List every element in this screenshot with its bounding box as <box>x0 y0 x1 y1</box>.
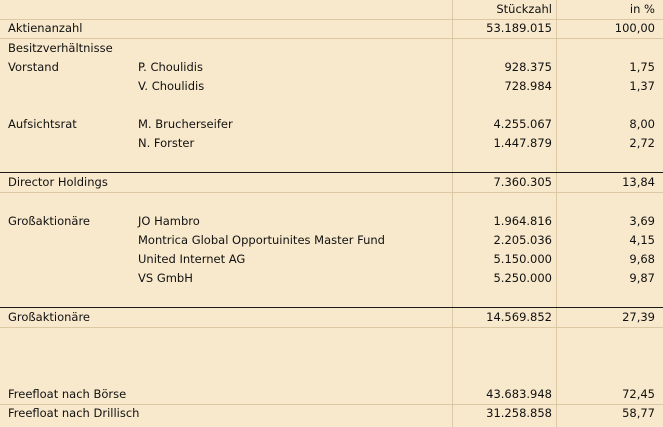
freefloat-row <box>0 385 663 404</box>
percent-value: 9,68 <box>629 252 655 266</box>
shares-value: 928.375 <box>504 60 552 74</box>
total-shares-row <box>0 19 663 38</box>
row-label: Freefloat nach Börse <box>8 387 127 401</box>
percent-value: 8,00 <box>629 117 655 131</box>
section-title-row <box>0 39 663 58</box>
shares-value: 1.447.879 <box>493 136 552 150</box>
shares-value: 5.250.000 <box>493 271 552 285</box>
percent-value: 2,72 <box>629 136 655 150</box>
row-label: Freefloat nach Drillisch <box>8 406 140 420</box>
holder-name: United Internet AG <box>138 252 246 266</box>
percent-value: 9,87 <box>629 271 655 285</box>
group-label: Vorstand <box>8 60 59 74</box>
shares-value: 5.150.000 <box>493 252 552 266</box>
table-row <box>0 231 663 250</box>
percent-value: 1,75 <box>629 60 655 74</box>
group-label: Großaktionäre <box>8 214 90 228</box>
table-row <box>0 115 663 134</box>
row-label: Großaktionäre <box>8 310 90 324</box>
header-shares: Stückzahl <box>496 2 552 16</box>
section-title: Besitzverhältnisse <box>8 41 113 55</box>
percent-value: 1,37 <box>629 79 655 93</box>
shares-value: 2.205.036 <box>493 233 552 247</box>
shares-value: 4.255.067 <box>493 117 552 131</box>
row-divider <box>0 192 663 193</box>
subtotal-row <box>0 173 663 192</box>
freefloat-row <box>0 404 663 423</box>
shares-value: 728.984 <box>504 79 552 93</box>
table-row <box>0 212 663 231</box>
holder-name: P. Choulidis <box>138 60 203 74</box>
percent-value: 58,77 <box>622 406 655 420</box>
percent-value: 72,45 <box>622 387 655 401</box>
row-label: Director Holdings <box>8 175 108 189</box>
subtotal-row <box>0 308 663 327</box>
shares-value: 7.360.305 <box>493 175 552 189</box>
percent-value: 4,15 <box>629 233 655 247</box>
holder-name: N. Forster <box>138 136 195 150</box>
header-percent: in % <box>629 2 655 16</box>
table-row <box>0 77 663 96</box>
holder-name: JO Hambro <box>138 214 200 228</box>
holder-name: VS GmbH <box>138 271 193 285</box>
percent-value: 3,69 <box>629 214 655 228</box>
shares-value: 1.964.816 <box>493 214 552 228</box>
table-row <box>0 250 663 269</box>
row-label: Aktienanzahl <box>8 21 83 35</box>
percent-value: 100,00 <box>614 21 655 35</box>
table-row <box>0 134 663 153</box>
shares-value: 43.683.948 <box>486 387 552 401</box>
table-row <box>0 58 663 77</box>
group-label: Aufsichtsrat <box>8 117 77 131</box>
percent-value: 27,39 <box>622 310 655 324</box>
shares-value: 53.189.015 <box>486 21 552 35</box>
holder-name: Montrica Global Opportuinites Master Fund <box>138 233 385 247</box>
header-row <box>0 0 663 19</box>
shares-value: 14.569.852 <box>486 310 552 324</box>
holder-name: V. Choulidis <box>138 79 205 93</box>
shares-value: 31.258.858 <box>486 406 552 420</box>
holder-name: M. Brucherseifer <box>138 117 233 131</box>
percent-value: 13,84 <box>622 175 655 189</box>
table-row <box>0 269 663 288</box>
row-divider <box>0 327 663 328</box>
